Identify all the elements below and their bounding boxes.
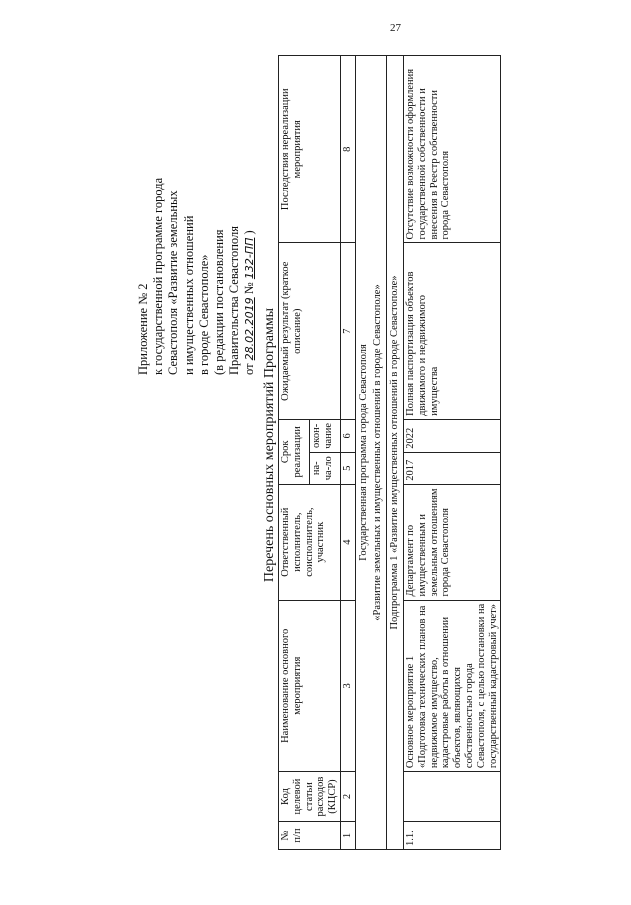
- column-number: 5: [340, 452, 355, 484]
- row-responsible: Департамент по имущественным и земельным отношениям города Севастополя: [403, 484, 500, 600]
- program-line-2: «Развитие земельных и имущественных отношений в городе Севастополе»: [371, 284, 383, 621]
- measures-table: [278, 55, 501, 850]
- appendix-line: Правительства Севастополя: [227, 226, 242, 375]
- row-consequences: Отсутствие возможности оформления государственной собственности и внесения в Реестр собственности города Севастополя: [403, 56, 500, 243]
- program-row: [355, 56, 386, 850]
- document-title: Перечень основных мероприятий Программы: [262, 307, 277, 583]
- appendix-line: в городе Севастополе»: [196, 254, 211, 375]
- handwritten-date: 28.02.2019: [243, 297, 257, 361]
- column-number: 3: [340, 600, 355, 772]
- column-number-row: [340, 56, 355, 850]
- handwritten-number: 132-ПП: [243, 237, 257, 280]
- date-prefix: от: [242, 363, 257, 375]
- appendix-line: Приложение № 2: [136, 283, 150, 375]
- row-end: 2022: [403, 419, 500, 452]
- row-name: Основное мероприятие 1 «Подготовка технических планов на недвижимое имущество, кадастровые работы в отношении объектов, являющихся собственностью города Севастополя, с целью постановки на государственный кадастровый учет»: [403, 600, 500, 772]
- appendix-line: (в редакции постановления: [212, 229, 227, 375]
- header-name: Наименование основного мероприятия: [279, 600, 341, 772]
- subprogram-cell: Подпрограмма 1 «Развитие имущественных отношений в городе Севастополе»: [386, 56, 403, 850]
- column-number: 4: [340, 484, 355, 600]
- appendix-note: [136, 105, 258, 375]
- header-end: окон-чание: [309, 419, 340, 452]
- subprogram-row: [386, 56, 403, 850]
- header-row: [279, 56, 310, 850]
- row-no: 1.1.: [403, 822, 500, 850]
- header-no: № п/п: [279, 822, 341, 850]
- column-number: 2: [340, 772, 355, 822]
- header-start: на-ча-ло: [309, 452, 340, 484]
- appendix-line: Севастополя «Развитие земельных: [166, 190, 181, 375]
- column-number: 7: [340, 243, 355, 419]
- page-number: 27: [390, 22, 401, 34]
- row-code: [403, 772, 500, 822]
- header-period: Срок реализации: [279, 419, 310, 484]
- header-consequences: Последствия нереализации мероприятия: [279, 56, 341, 243]
- row-start: 2017: [403, 452, 500, 484]
- appendix-line: и имущественных отношений: [181, 215, 196, 375]
- header-code: Код целевой статьи расходов (КЦСР): [279, 772, 341, 822]
- rotated-document: [0, 20, 631, 880]
- header-responsible: Ответственный исполнитель, соисполнитель, участник: [279, 484, 341, 600]
- row-result: Полная паспортизация объектов движимого и недвижимого имущества: [403, 243, 500, 419]
- table-row: [403, 56, 500, 850]
- appendix-date-line: [242, 105, 257, 375]
- header-result: Ожидаемый результат (краткое описание): [279, 243, 341, 419]
- column-number: 8: [340, 56, 355, 243]
- appendix-line: к государственной программе города: [151, 177, 166, 375]
- closing-paren: ): [242, 230, 257, 235]
- number-prefix: №: [242, 282, 257, 295]
- program-line-1: Государственная программа города Севастополя: [357, 344, 369, 561]
- column-number: 1: [340, 822, 355, 850]
- program-cell: [355, 56, 386, 850]
- column-number: 6: [340, 419, 355, 452]
